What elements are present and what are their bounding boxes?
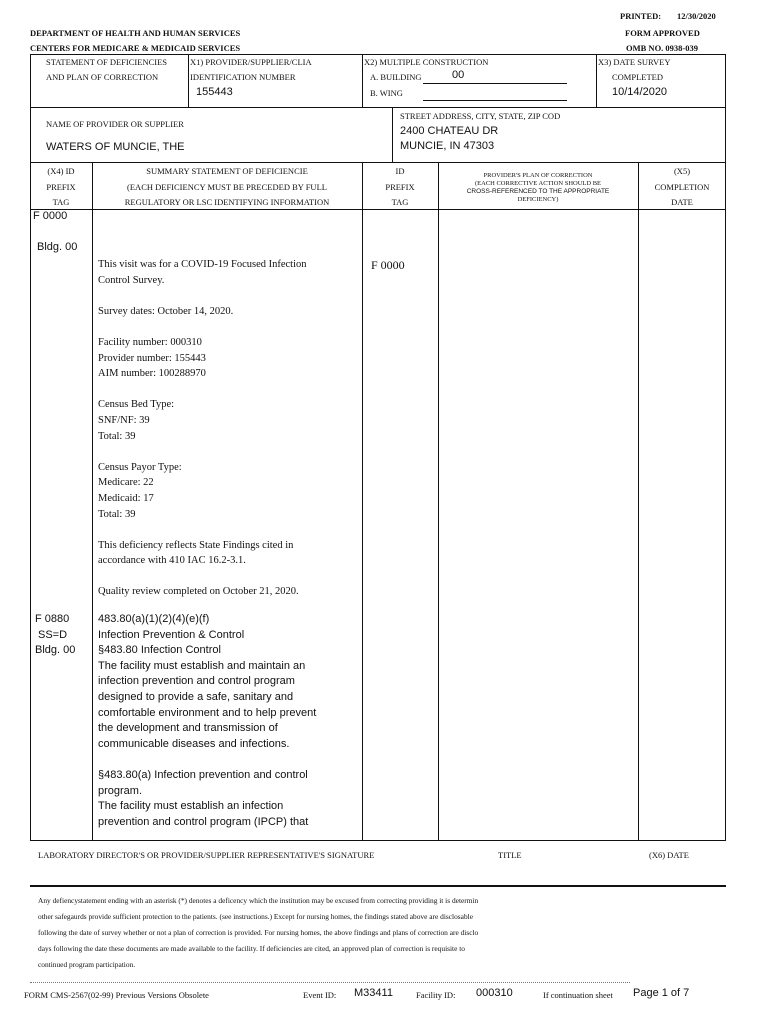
- summary-line: [98, 319, 307, 335]
- body-bottom: [30, 840, 726, 841]
- summary-line: Quality review completed on October 21, 2020.: [98, 586, 299, 598]
- event-id-label: Event ID:: [303, 990, 337, 1000]
- plan-header-1: PROVIDER'S PLAN OF CORRECTION: [483, 172, 593, 179]
- printed-date: 12/30/2020: [677, 11, 716, 21]
- x3-label: X3) DATE SURVEY: [598, 57, 671, 67]
- regulation-line: The facility must establish and maintain an: [98, 659, 306, 672]
- summary-line: Total: 39: [98, 508, 136, 520]
- tag-ss: SS=D: [38, 628, 68, 641]
- x4-header-2: PREFIX: [46, 182, 76, 192]
- divider-x1: [188, 54, 189, 107]
- wing-underline: [423, 100, 567, 101]
- statement-label-2: AND PLAN OF CORRECTION: [46, 72, 159, 82]
- x1-label: X1) PROVIDER/SUPPLIER/CLIA: [190, 57, 312, 67]
- omb-number: OMB NO. 0938-039: [626, 43, 699, 53]
- plan-header-2: (EACH CORRECTIVE ACTION SHOULD BE: [474, 180, 602, 187]
- left-border-row1: [30, 54, 31, 107]
- divider-address: [392, 107, 393, 163]
- body-col-summary: [362, 162, 363, 840]
- id-header-2: PREFIX: [385, 182, 415, 192]
- bldg-00: Bldg. 00: [37, 241, 78, 253]
- tag-bldg: Bldg. 00: [35, 644, 76, 657]
- centers-name: CENTERS FOR MEDICARE & MEDICAID SERVICES: [30, 43, 241, 53]
- facility-id-label: Facility ID:: [416, 990, 456, 1000]
- row1-bottom: [30, 107, 726, 108]
- summary-line: This deficiency reflects State Findings cited in: [98, 539, 294, 551]
- summary-header-1: SUMMARY STATEMENT OF DEFICIENCIE: [146, 166, 308, 176]
- x1-label-2: IDENTIFICATION NUMBER: [190, 72, 296, 82]
- plan-header-4: DEFICIENCY): [517, 196, 559, 203]
- x3-label-2: COMPLETED: [612, 72, 663, 82]
- x5-header-3: DATE: [671, 197, 693, 207]
- footnote-line: Any defiencystatement ending with an asterisk (*) denotes a deficency which the institution may be excused from correcting providing it is determin: [38, 896, 479, 905]
- summary-line: [98, 444, 307, 460]
- survey-date-value: 10/14/2020: [612, 86, 668, 98]
- summary-line: Medicaid: 17: [98, 492, 154, 504]
- x5-header-1: (X5): [673, 166, 691, 176]
- summary-line: accordance with 410 IAC 16.2-3.1.: [98, 555, 246, 567]
- col-header-bottom: [30, 209, 726, 210]
- right-border-row2: [725, 107, 726, 163]
- footnote-line: other safegaurds provide sufficient protection to the patients. (see instructions.) Except for nursing homes, the findings stated above are disclosable: [38, 912, 473, 921]
- printed-label: PRINTED:: [620, 11, 662, 21]
- form-number: FORM CMS-2567(02-99) Previous Versions Obsolete: [24, 990, 209, 1000]
- body-left-border: [30, 162, 31, 840]
- regulation-line: §483.80(a) Infection prevention and control: [98, 768, 308, 781]
- summary-line: [98, 522, 307, 538]
- event-id-value: M33411: [354, 987, 393, 999]
- summary-line: Control Survey.: [98, 274, 165, 286]
- x5-header-2: COMPLETION: [654, 182, 710, 192]
- regulation-line: the development and transmission of: [98, 722, 278, 735]
- building-value: 00: [452, 69, 465, 81]
- signature-bottom: [30, 885, 726, 887]
- summary-line: Census Bed Type:: [98, 399, 175, 411]
- x2-label: X2) MULTIPLE CONSTRUCTION: [364, 57, 489, 67]
- regulation-line: comfortable environment and to help prevent: [98, 706, 317, 719]
- address-line-2: MUNCIE, IN 47303: [400, 140, 495, 152]
- form-approved: FORM APPROVED: [625, 28, 700, 38]
- footnote-line: continued program participation.: [38, 960, 136, 969]
- date-label: (X6) DATE: [649, 850, 689, 860]
- regulation-line: program.: [98, 784, 143, 797]
- summary-line: [98, 382, 307, 398]
- row2-bottom: [30, 162, 726, 163]
- id-header-1: ID: [395, 166, 405, 176]
- wing-label: B. WING: [370, 88, 403, 98]
- plan-header-3: CROSS-REFERENCED TO THE APPROPRIATE: [466, 188, 610, 195]
- body-col-id: [438, 162, 439, 840]
- summary-line: SNF/NF: 39: [98, 414, 150, 426]
- id-prefix-f0000: F 0000: [371, 258, 405, 272]
- provider-name-value: WATERS OF MUNCIE, THE: [46, 141, 185, 153]
- right-border-row1: [725, 54, 726, 107]
- regulation-line: infection prevention and control program: [98, 675, 295, 688]
- body-col-tag: [92, 162, 93, 840]
- address-line-1: 2400 CHATEAU DR: [400, 125, 499, 137]
- statement-label-1: STATEMENT OF DEFICIENCIES: [46, 57, 168, 67]
- summary-line: This visit was for a COVID-19 Focused Infection: [98, 259, 307, 270]
- tag-f0880: F 0880: [35, 613, 70, 625]
- summary-header-3: REGULATORY OR LSC IDENTIFYING INFORMATION: [124, 197, 330, 207]
- summary-line: Medicare: 22: [98, 477, 154, 489]
- regulation-line: Infection Prevention & Control: [98, 628, 245, 641]
- summary-line: [98, 569, 307, 585]
- summary-line: Provider number: 155443: [98, 352, 206, 364]
- body-col-plan: [638, 162, 639, 840]
- summary-line: Census Payor Type:: [98, 461, 182, 473]
- page-number: Page 1 of 7: [633, 987, 690, 999]
- x4-header-1: (X4) ID: [47, 166, 75, 176]
- summary-text-block: [98, 257, 307, 600]
- facility-id-value: 000310: [476, 987, 513, 999]
- summary-line: Facility number: 000310: [98, 336, 202, 348]
- regulation-line: 483.80(a)(1)(2)(4)(e)(f): [98, 613, 210, 625]
- provider-name-label: NAME OF PROVIDER OR SUPPLIER: [46, 119, 184, 129]
- divider-x3: [596, 54, 597, 107]
- building-underline: [423, 83, 567, 84]
- summary-line: [98, 288, 307, 304]
- regulation-line: [98, 752, 316, 768]
- tag-f0880-block: [35, 612, 75, 659]
- department-name: DEPARTMENT OF HEALTH AND HUMAN SERVICES: [30, 28, 241, 38]
- regulation-line: §483.80 Infection Control: [98, 644, 221, 657]
- footer-rule: [30, 982, 630, 983]
- title-label: TITLE: [498, 850, 522, 860]
- top-border: [30, 54, 726, 55]
- left-border-row2: [30, 107, 31, 163]
- footnote-line: days following the date these documents are made available to the facility. If deficiencies are cited, an approved plan of correction is requisite to: [38, 944, 465, 953]
- regulation-text-block: [98, 612, 316, 830]
- divider-x2: [362, 54, 363, 107]
- provider-id-value: 155443: [196, 86, 233, 98]
- footnote-line: following the date of survey whether or not a plan of correction is provided. For nursing homes, the above findings and plans of correction are disclo: [38, 928, 479, 937]
- x4-header-3: TAG: [52, 197, 70, 207]
- body-right-border: [725, 162, 726, 840]
- regulation-line: The facility must establish an infection: [98, 800, 284, 813]
- id-header-3: TAG: [391, 197, 409, 207]
- tag-f0000: F 0000: [33, 210, 68, 222]
- signature-label: LABORATORY DIRECTOR'S OR PROVIDER/SUPPLIER REPRESENTATIVE'S SIGNATURE: [38, 850, 375, 860]
- regulation-line: prevention and control program (IPCP) that: [98, 815, 309, 828]
- summary-line: Survey dates: October 14, 2020.: [98, 305, 234, 317]
- continuation-label: If continuation sheet: [543, 990, 613, 1000]
- regulation-line: designed to provide a safe, sanitary and: [98, 690, 294, 703]
- summary-line: Total: 39: [98, 430, 136, 442]
- building-label: A. BUILDING: [370, 72, 422, 82]
- summary-header-2: (EACH DEFICIENCY MUST BE PRECEDED BY FULL: [127, 182, 327, 192]
- address-label: STREET ADDRESS, CITY, STATE, ZIP COD: [400, 111, 561, 121]
- regulation-line: communicable diseases and infections.: [98, 737, 290, 750]
- summary-line: AIM number: 100288970: [98, 368, 206, 380]
